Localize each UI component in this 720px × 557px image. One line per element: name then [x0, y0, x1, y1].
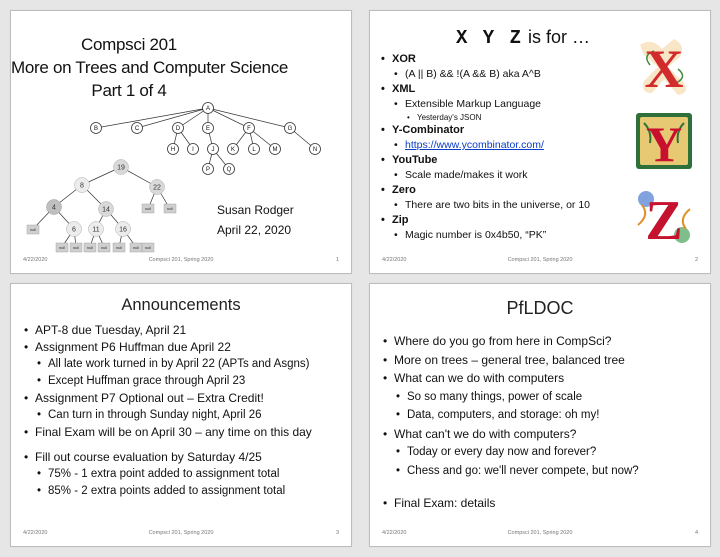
svg-text:M: M: [272, 147, 278, 153]
svg-text:Y: Y: [645, 116, 683, 172]
svg-text:8: 8: [80, 182, 84, 190]
list-subitem: • Today or every day now and forever?: [383, 443, 703, 462]
bst-node: [67, 222, 82, 237]
tree-node: [203, 164, 214, 175]
decorative-y-icon: [632, 109, 696, 173]
slide-footer: [370, 257, 710, 267]
svg-text:L: L: [252, 147, 256, 153]
svg-text:22: 22: [153, 184, 161, 192]
list-item: • Final Exam: details: [383, 494, 703, 513]
tree-node: [208, 144, 219, 155]
slide-2-title: [456, 27, 590, 49]
tree-node: [270, 144, 281, 155]
svg-text:Z: Z: [645, 190, 683, 249]
list-subitem: • 75% - 1 extra point added to assignment total: [24, 466, 344, 483]
null-box: [164, 204, 176, 213]
bst-node: [150, 180, 165, 195]
svg-text:11: 11: [92, 226, 100, 234]
list-item: • XOR: [381, 52, 631, 67]
title-line-3: Part 1 of 4: [91, 81, 167, 100]
svg-text:E: E: [205, 126, 211, 132]
tree-node: [203, 103, 214, 114]
list-subitem: • 85% - 2 extra points added to assignment total: [24, 483, 344, 500]
list-subitem: • Scale made/makes it work: [381, 168, 631, 183]
tree-node: [285, 123, 296, 134]
slide-footer: [11, 530, 351, 540]
pfldoc-list: [383, 332, 703, 513]
title-line-2: More on Trees and Computer Science: [11, 58, 289, 77]
list-item: • Zip: [381, 213, 631, 228]
footer-course: Compsci 201, Spring 2020: [148, 530, 214, 536]
bst-node: [99, 202, 114, 217]
null-box: [98, 243, 110, 252]
list-item: • XML: [381, 82, 631, 97]
slide-3-title: Announcements: [121, 296, 241, 314]
svg-text:N: N: [312, 147, 318, 153]
svg-text:A: A: [205, 106, 211, 112]
tree-node: [228, 144, 239, 155]
svg-text:K: K: [230, 147, 236, 153]
author-name: Susan Rodger: [217, 203, 294, 217]
bst-node: [89, 222, 104, 237]
list-item: • What can't we do with computers?: [383, 425, 703, 444]
svg-text:null: null: [86, 245, 94, 250]
list-item: • Fill out course evaluation by Saturday 4/25: [24, 449, 344, 466]
list-subitem: [381, 138, 631, 153]
svg-text:null: null: [166, 206, 174, 211]
null-box: [84, 243, 96, 252]
tree-node: [244, 123, 255, 134]
svg-text:null: null: [72, 245, 80, 250]
svg-text:null: null: [144, 245, 152, 250]
title-letters: X Y Z: [456, 27, 524, 49]
svg-text:P: P: [205, 167, 211, 173]
svg-text:G: G: [287, 126, 293, 132]
tree-diagrams: [11, 101, 351, 261]
svg-text:H: H: [170, 147, 176, 153]
list-item: • Assignment P6 Huffman due April 22: [24, 339, 344, 356]
list-subitem: • Except Huffman grace through April 23: [24, 373, 344, 390]
null-box: [142, 243, 154, 252]
list-item: • Zero: [381, 183, 631, 198]
tree-node: [188, 144, 199, 155]
presentation-date: April 22, 2020: [217, 223, 292, 237]
slide-4-title: PfLDOC: [506, 298, 574, 318]
list-item: • APT-8 due Tuesday, April 21: [24, 322, 344, 339]
footer-date: 4/22/2020: [23, 530, 48, 536]
list-item: • Y-Combinator: [381, 123, 631, 138]
svg-text:19: 19: [117, 164, 125, 172]
decorative-z-icon: [632, 185, 696, 249]
footer-course: Compsci 201, Spring 2020: [507, 530, 573, 536]
svg-text:null: null: [115, 245, 123, 250]
list-subitem: • Magic number is 0x4b50, “PK”: [381, 228, 631, 243]
tree-node: [224, 164, 235, 175]
svg-text:F: F: [247, 126, 251, 132]
svg-text:null: null: [58, 245, 66, 250]
footer-page-number: 2: [694, 257, 698, 263]
slide-footer: [11, 257, 351, 267]
slide-2[interactable]: [369, 10, 711, 274]
tree-node: [310, 144, 321, 155]
list-subitem: • Data, computers, and storage: oh my!: [383, 406, 703, 425]
svg-text:null: null: [144, 206, 152, 211]
svg-text:Q: Q: [226, 167, 232, 173]
null-box: [70, 243, 82, 252]
list-item: • Where do you go from here in CompSci?: [383, 332, 703, 351]
slide-1-title: [11, 33, 289, 102]
svg-text:B: B: [93, 126, 99, 132]
svg-text:null: null: [100, 245, 108, 250]
null-box: [27, 225, 39, 234]
list-subitem: • Can turn in through Sunday night, April 26: [24, 407, 344, 424]
footer-page-number: 3: [335, 530, 339, 536]
list-spacer: [24, 441, 344, 449]
null-box: [56, 243, 68, 252]
slide-footer: [370, 530, 710, 540]
svg-text:J: J: [211, 147, 215, 153]
announcement-list: [24, 322, 344, 500]
slide-1[interactable]: [10, 10, 352, 274]
svg-text:4: 4: [52, 204, 56, 212]
title-suffix: is for …: [528, 27, 591, 47]
tree-node: [91, 123, 102, 134]
decorative-x-icon: [632, 35, 696, 99]
list-item: • YouTube: [381, 153, 631, 168]
slide-4[interactable]: [369, 283, 711, 547]
list-subitem: • Extensible Markup Language: [381, 97, 631, 112]
list-spacer: [383, 480, 703, 494]
tree-node: [168, 144, 179, 155]
null-box: [130, 243, 142, 252]
svg-text:X: X: [644, 39, 684, 99]
svg-text:null: null: [132, 245, 140, 250]
list-subitem: • Chess and go: we'll never compete, but now?: [383, 462, 703, 481]
footer-date: 4/22/2020: [382, 257, 407, 263]
list-item: • Assignment P7 Optional out – Extra Credit!: [24, 390, 344, 407]
footer-course: Compsci 201, Spring 2020: [148, 257, 214, 263]
list-subitem: • There are two bits in the universe, or 10: [381, 198, 631, 213]
footer-date: 4/22/2020: [23, 257, 48, 263]
svg-text:14: 14: [102, 206, 110, 214]
footer-page-number: 1: [335, 257, 339, 263]
footer-page-number: 4: [694, 530, 698, 536]
null-box: [113, 243, 125, 252]
footer-course: Compsci 201, Spring 2020: [507, 257, 573, 263]
svg-text:null: null: [29, 227, 37, 232]
svg-text:D: D: [175, 126, 181, 132]
svg-text:6: 6: [72, 226, 76, 234]
list-item: • More on trees – general tree, balanced tree: [383, 351, 703, 370]
tree-node: [132, 123, 143, 134]
bst-node: [47, 200, 62, 215]
list-subitem: • All late work turned in by April 22 (APTs and Asgns): [24, 356, 344, 373]
title-line-1: Compsci 201: [81, 35, 177, 54]
ycombinator-link[interactable]: https://www.ycombinator.com/: [405, 139, 544, 151]
null-box: [142, 204, 154, 213]
list-subitem: • So so many things, power of scale: [383, 388, 703, 407]
list-item: • What can we do with computers: [383, 369, 703, 388]
list-subsubitem: • Yesterday's JSON: [381, 112, 631, 123]
list-subitem: • (A || B) && !(A && B) aka A^B: [381, 67, 631, 82]
slide-3[interactable]: [10, 283, 352, 547]
tree-node: [249, 144, 260, 155]
svg-text:16: 16: [119, 226, 127, 234]
list-item: • Final Exam will be on April 30 – any time on this day: [24, 424, 344, 441]
tree-node: [203, 123, 214, 134]
svg-text:C: C: [134, 126, 140, 132]
footer-date: 4/22/2020: [382, 530, 407, 536]
bst-node: [75, 178, 90, 193]
bst-node: [116, 222, 131, 237]
tree-node: [173, 123, 184, 134]
xyz-list: [381, 52, 631, 243]
bst-node: [114, 160, 129, 175]
svg-text:I: I: [192, 147, 194, 153]
